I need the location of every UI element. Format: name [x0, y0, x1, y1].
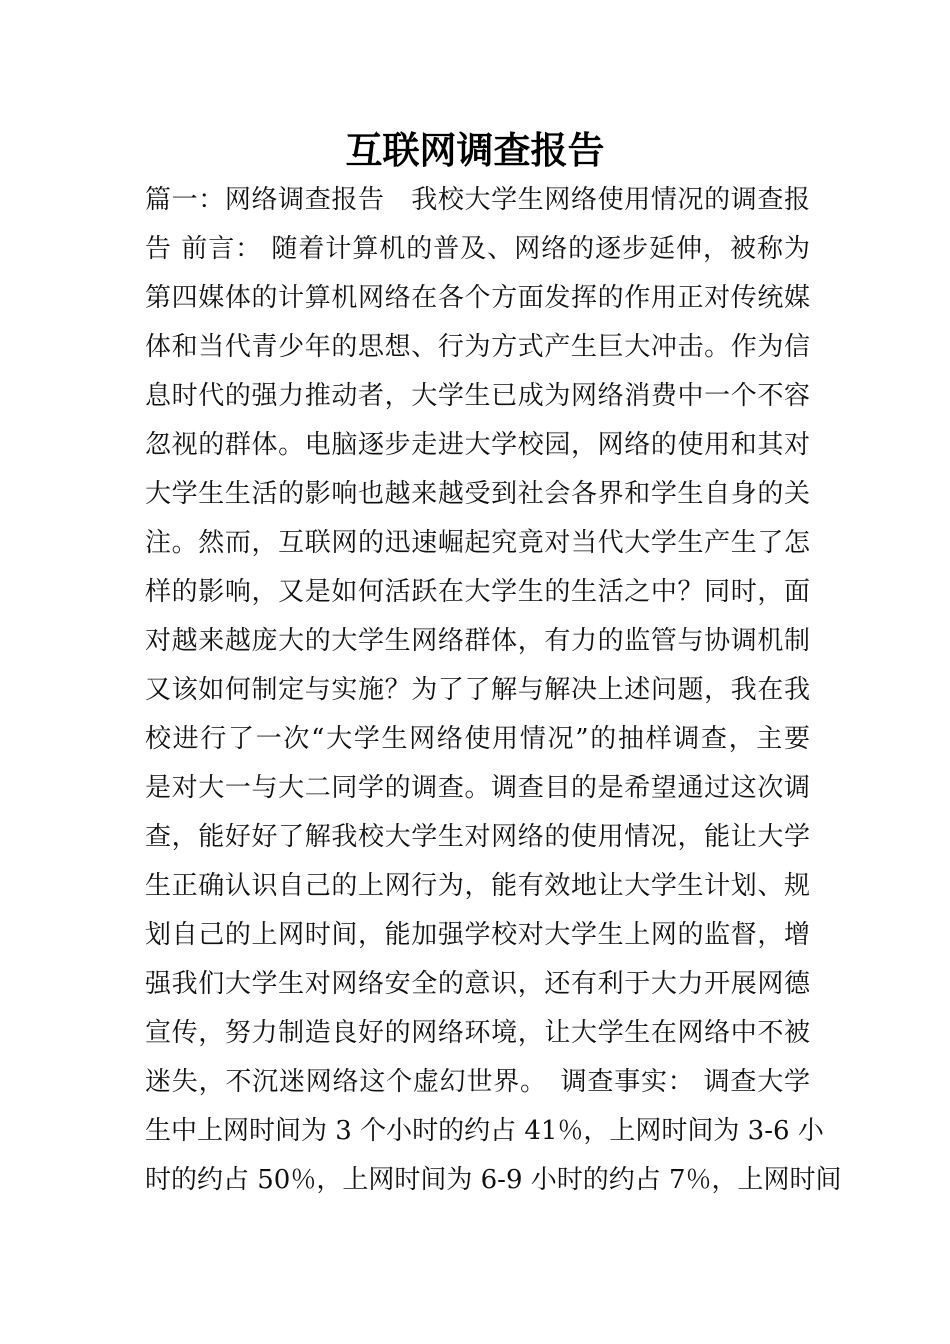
body-line: 对越来越庞大的大学生网络群体，有力的监管与协调机制	[145, 626, 810, 656]
body-line: 生中上网时间为 3 个小时的约占 41％，上网时间为 3-6 小	[145, 1116, 824, 1146]
body-line: 划自己的上网时间，能加强学校对大学生上网的监督，增	[145, 920, 810, 950]
body-line: 时的约占 50％，上网时间为 6-9 小时的约占 7％，上网时间	[145, 1165, 842, 1195]
document-title: 互联网调查报告	[345, 128, 605, 172]
body-line: 注。然而，互联网的迅速崛起究竟对当代大学生产生了怎	[145, 528, 810, 558]
body-line: 样的影响，又是如何活跃在大学生的生活之中？同时，面	[145, 577, 810, 607]
body-line: 迷失，不沉迷网络这个虚幻世界。 调查事实： 调查大学	[145, 1067, 810, 1097]
body-line: 生正确认识自己的上网行为，能有效地让大学生计划、规	[145, 871, 810, 901]
body-line: 宣传，努力制造良好的网络环境，让大学生在网络中不被	[145, 1018, 810, 1048]
body-line: 篇一：网络调查报告 我校大学生网络使用情况的调查报	[145, 185, 810, 215]
body-line: 大学生生活的影响也越来越受到社会各界和学生自身的关	[145, 479, 810, 509]
body-line: 第四媒体的计算机网络在各个方面发挥的作用正对传统媒	[145, 283, 810, 313]
body-line: 体和当代青少年的思想、行为方式产生巨大冲击。作为信	[145, 332, 810, 362]
body-line: 又该如何制定与实施？为了了解与解决上述问题，我在我	[145, 675, 810, 705]
body-line: 是对大一与大二同学的调查。调查目的是希望通过这次调	[145, 773, 810, 803]
body-line: 校进行了一次“大学生网络使用情况”的抽样调查，主要	[145, 724, 810, 754]
body-line: 忽视的群体。电脑逐步走进大学校园，网络的使用和其对	[145, 430, 810, 460]
body-line: 息时代的强力推动者，大学生已成为网络消费中一个不容	[145, 381, 810, 411]
body-line: 强我们大学生对网络安全的意识，还有利于大力开展网德	[145, 969, 810, 999]
body-line: 告 前言： 随着计算机的普及、网络的逐步延伸，被称为	[145, 234, 810, 264]
document-body	[145, 176, 842, 1205]
body-line: 查，能好好了解我校大学生对网络的使用情况，能让大学	[145, 822, 810, 852]
